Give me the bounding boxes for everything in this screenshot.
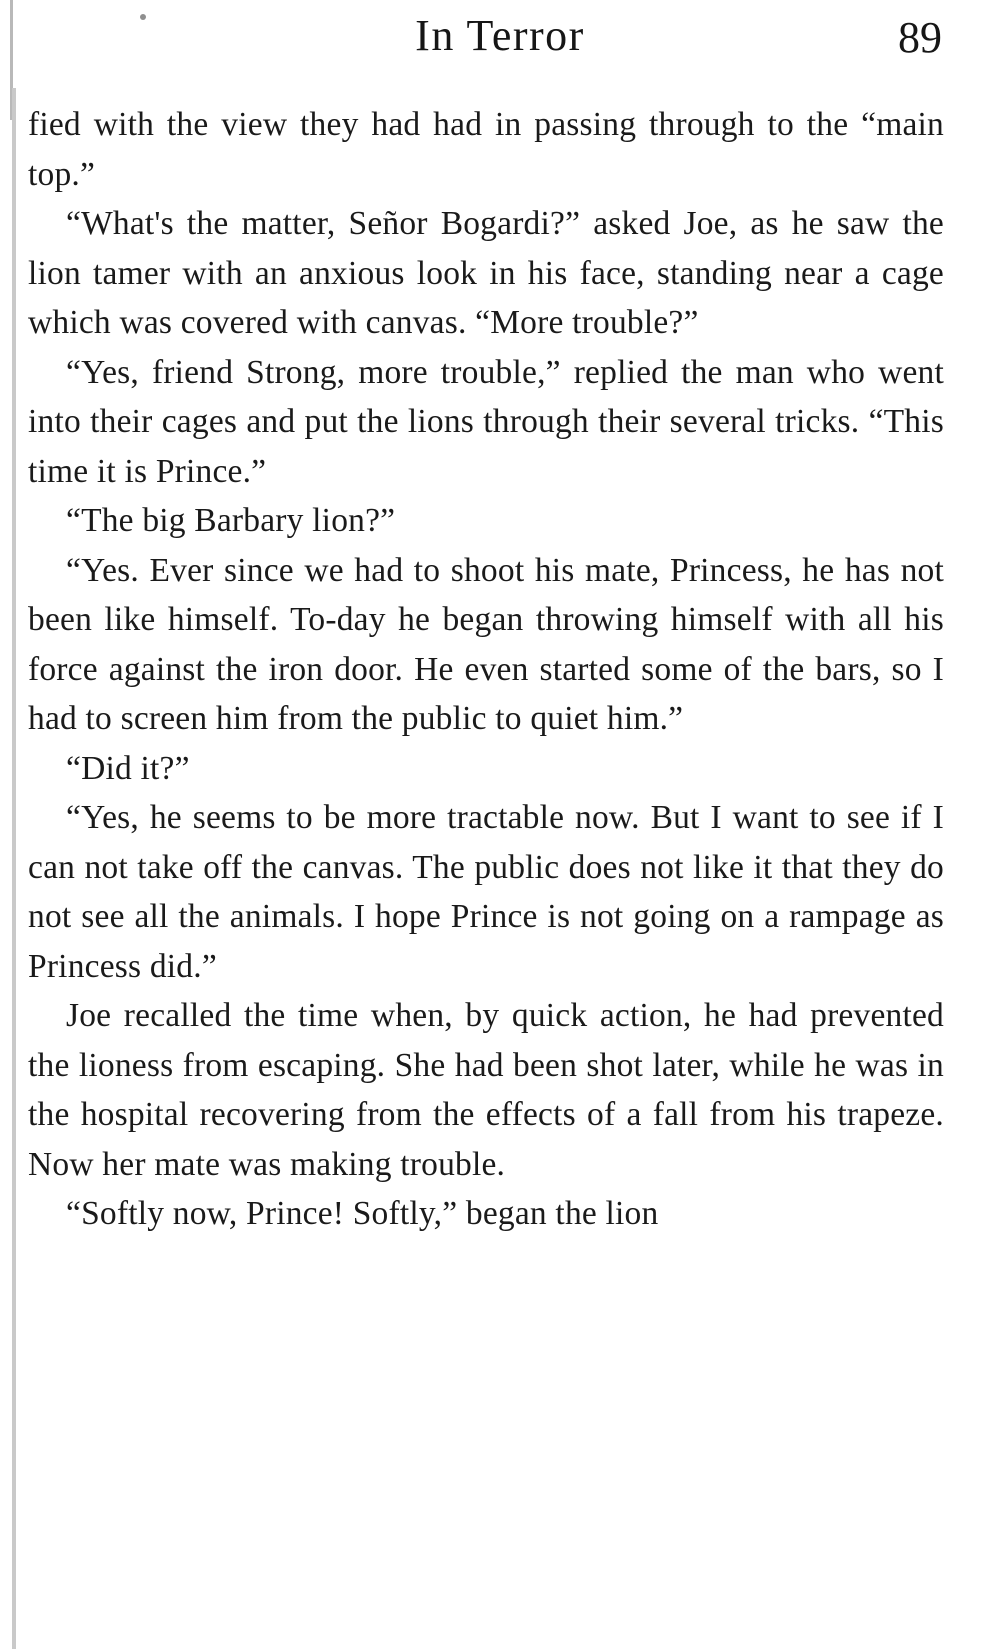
paragraph: Joe recalled the time when, by quick action, he had prevented the lioness from escaping. She had been shot later, while he was in the hospital recovering from the effects of a fall from his trapeze. Now her mate was making trouble.	[28, 997, 944, 1183]
paragraph: “Did it?”	[66, 749, 190, 787]
body-text	[28, 100, 944, 1239]
running-head	[0, 10, 1000, 80]
paragraph: fied with the view they had had in passing through to the “main top.”	[28, 106, 944, 193]
page-number: 89	[898, 13, 942, 62]
paragraph: “Yes. Ever since we had to shoot his mate, Princess, he has not been like himself. To-day he began throwing himself with all his force against the iron door. He even started some of the bars, so I had to screen him from the public to quiet him.”	[28, 551, 944, 737]
paragraph: “The big Barbary lion?”	[66, 502, 396, 539]
paragraph: “Yes, he seems to be more tractable now. But I want to see if I can not take off the canvas. The public does not like it that they do not see all the animals. I hope Prince is not going on a rampage as Princess did.”	[28, 799, 944, 985]
paragraph: “Yes, friend Strong, more trouble,” replied the man who went into their cages and put the lions through their several tricks. “This time it is Prince.”	[28, 353, 944, 490]
scan-edge-artifact-lower	[12, 88, 16, 1649]
page-title: In Terror	[415, 11, 585, 60]
paragraph: “Softly now, Prince! Softly,” began the lion	[66, 1195, 659, 1232]
paragraph: “What's the matter, Señor Bogardi?” asked Joe, as he saw the lion tamer with an anxious look in his face, standing near a cage which was covered with canvas. “More trouble?”	[28, 205, 944, 341]
